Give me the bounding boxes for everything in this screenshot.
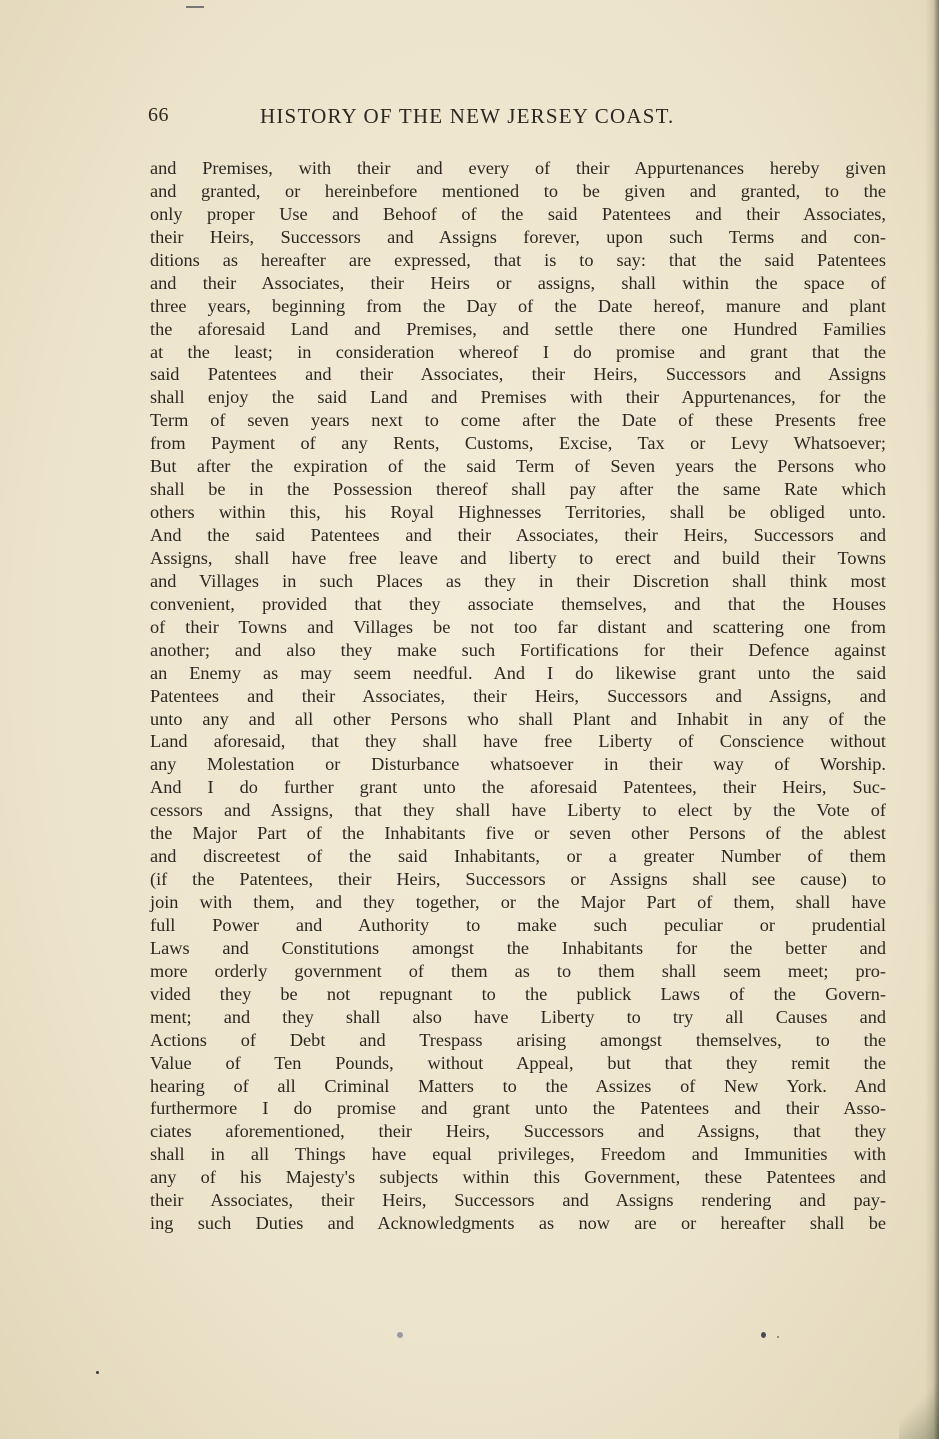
text-line: the Major Part of the Inhabitants five or seven other Persons of the ablest bbox=[150, 823, 886, 844]
text-line: and their Associates, their Heirs or assigns, shall within the space of bbox=[150, 272, 886, 293]
text-line: unto any and all other Persons who shall Plant and Inhabit in any of the bbox=[150, 708, 886, 729]
ink-speck bbox=[397, 1332, 403, 1338]
text-line: and granted, or hereinbefore mentioned to be given and granted, to the bbox=[150, 180, 886, 201]
text-line: others within this, his Royal Highnesses Territories, shall be obliged unto. bbox=[150, 502, 886, 523]
text-line: Laws and Constitutions amongst the Inhabitants for the better and bbox=[150, 937, 886, 958]
text-line: convenient, provided that they associate themselves, and that the Houses bbox=[150, 593, 886, 614]
ink-speck bbox=[761, 1332, 766, 1338]
text-line: their Heirs, Successors and Assigns forever, upon such Terms and con- bbox=[150, 226, 886, 247]
ink-speck bbox=[777, 1336, 779, 1338]
text-line: Assigns, shall have free leave and liberty to erect and build their Towns bbox=[150, 547, 886, 568]
text-line: furthermore I do promise and grant unto the Patentees and their Asso- bbox=[150, 1098, 886, 1119]
text-line: more orderly government of them as to them shall seem meet; pro- bbox=[150, 960, 886, 981]
text-line: shall in all Things have equal privileges, Freedom and Immunities with bbox=[150, 1144, 886, 1165]
text-line: and Premises, with their and every of their Appurtenances hereby given bbox=[150, 158, 886, 178]
text-line: at the least; in consideration whereof I do promise and grant that the bbox=[150, 341, 886, 362]
text-line: ditions as hereafter are expressed, that is to say: that the said Patentees bbox=[150, 249, 886, 270]
text-line: and discreetest of the said Inhabitants, or a greater Number of them bbox=[150, 846, 886, 867]
text-line: any of his Majesty's subjects within this Government, these Patentees and bbox=[150, 1167, 886, 1188]
text-line: (if the Patentees, their Heirs, Successors or Assigns shall see cause) to bbox=[150, 869, 886, 890]
text-line: hearing of all Criminal Matters to the Assizes of New York. And bbox=[150, 1075, 886, 1096]
corner-stain bbox=[899, 1379, 939, 1439]
text-line: the aforesaid Land and Premises, and settle there one Hundred Families bbox=[150, 318, 886, 339]
text-line: any Molestation or Disturbance whatsoever in their way of Worship. bbox=[150, 754, 886, 775]
text-line: And the said Patentees and their Associates, their Heirs, Successors and bbox=[150, 525, 886, 545]
page-header bbox=[148, 104, 760, 136]
text-line: Land aforesaid, that they shall have free Liberty of Conscience without bbox=[150, 731, 886, 752]
text-line: But after the expiration of the said Term of Seven years the Persons who bbox=[150, 456, 886, 477]
text-line: Value of Ten Pounds, without Appeal, but that they remit the bbox=[150, 1052, 886, 1073]
text-line: Actions of Debt and Trespass arising amongst themselves, to the bbox=[150, 1029, 886, 1050]
text-line: from Payment of any Rents, Customs, Excise, Tax or Levy Whatsoever; bbox=[150, 433, 886, 454]
running-title: HISTORY OF THE NEW JERSEY COAST. bbox=[260, 104, 675, 128]
body-text bbox=[150, 157, 886, 1235]
text-line: ciates aforementioned, their Heirs, Successors and Assigns, that they bbox=[150, 1121, 886, 1142]
text-line: Patentees and their Associates, their Heirs, Successors and Assigns, and bbox=[150, 685, 886, 706]
scan-mark bbox=[186, 6, 204, 8]
text-line: and Villages in such Places as they in their Discretion shall think most bbox=[150, 570, 886, 591]
text-line: ing such Duties and Acknowledgments as now are or hereafter shall be bbox=[150, 1213, 886, 1234]
text-line: vided they be not repugnant to the publick Laws of the Govern- bbox=[150, 983, 886, 1004]
page-edge-shadow bbox=[925, 0, 939, 1439]
text-line: an Enemy as may seem needful. And I do likewise grant unto the said bbox=[150, 662, 886, 683]
text-line: of their Towns and Villages be not too far distant and scattering one from bbox=[150, 616, 886, 637]
text-line: said Patentees and their Associates, their Heirs, Successors and Assigns bbox=[150, 364, 886, 385]
page-number: 66 bbox=[148, 104, 169, 126]
text-line: ment; and they shall also have Liberty to try all Causes and bbox=[150, 1006, 886, 1027]
text-line: another; and also they make such Fortifications for their Defence against bbox=[150, 639, 886, 660]
text-line: join with them, and they together, or the Major Part of them, shall have bbox=[150, 892, 886, 912]
text-line: shall be in the Possession thereof shall pay after the same Rate which bbox=[150, 479, 886, 500]
text-line: Term of seven years next to come after the Date of these Presents free bbox=[150, 410, 886, 431]
text-line: And I do further grant unto the aforesaid Patentees, their Heirs, Suc- bbox=[150, 777, 886, 798]
text-line: shall enjoy the said Land and Premises with their Appurtenances, for the bbox=[150, 387, 886, 408]
text-line: only proper Use and Behoof of the said Patentees and their Associates, bbox=[150, 203, 886, 224]
ink-speck bbox=[96, 1371, 99, 1374]
text-line: full Power and Authority to make such peculiar or prudential bbox=[150, 914, 886, 935]
text-line: three years, beginning from the Day of the Date hereof, manure and plant bbox=[150, 295, 886, 316]
text-line: cessors and Assigns, that they shall have Liberty to elect by the Vote of bbox=[150, 800, 886, 821]
text-line: their Associates, their Heirs, Successors and Assigns rendering and pay- bbox=[150, 1190, 886, 1211]
